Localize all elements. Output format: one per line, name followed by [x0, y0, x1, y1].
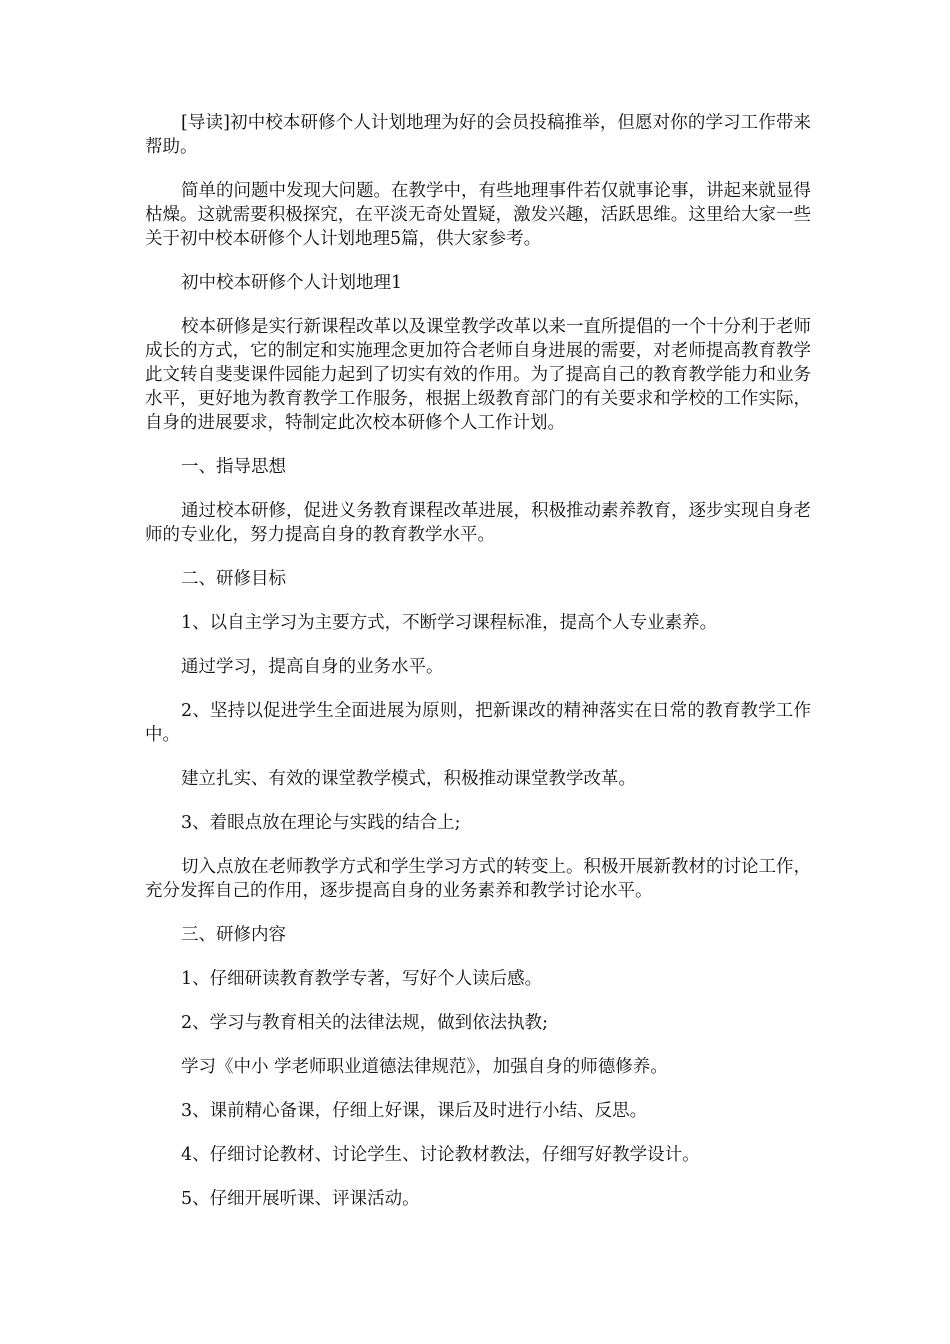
- intro-summary-paragraph: 简单的问题中发现大问题。在教学中，有些地理事件若仅就事论事，讲起来就显得枯燥。这就需要积极探究，在平淡无奇处置疑，激发兴趣，活跃思维。这里给大家一些关于初中校本研修个人计划地理5篇，供大家参考。: [145, 181, 811, 249]
- list-item: 2、学习与教育相关的法律法规，做到依法执教;: [181, 1013, 549, 1033]
- list-item: 2、坚持以促进学生全面进展为原则，把新课改的精神落实在日常的教育教学工作中。: [145, 701, 811, 745]
- list-item: 3、着眼点放在理论与实践的结合上;: [181, 813, 461, 833]
- body-paragraph: 学习《中小 学老师职业道德法律规范》，加强自身的师德修养。: [181, 1057, 668, 1077]
- body-paragraph: 切入点放在老师教学方式和学生学习方式的转变上。积极开展新教材的讨论工作，充分发挥自己的作用，逐步提高自身的业务素养和教学讨论水平。: [145, 857, 811, 901]
- body-paragraph: 校本研修是实行新课程改革以及课堂教学改革以来一直所提倡的一个十分利于老师成长的方式，它的制定和实施理念更加符合老师自身进展的需要，对老师提高教育教学此文转自斐斐课件园能力起到了切实有效的作用。为了提高自己的教育教学能力和业务水平，更好地为教育教学工作服务，根据上级教育部门的有关要求和学校的工作实际，自身的进展要求，特制定此次校本研修个人工作计划。: [145, 317, 811, 433]
- list-item: 1、以自主学习为主要方式，不断学习课程标准，提高个人专业素养。: [181, 613, 718, 633]
- article-title: 初中校本研修个人计划地理1: [181, 273, 403, 293]
- body-paragraph: 建立扎实、有效的课堂教学模式，积极推动课堂教学改革。: [181, 769, 636, 789]
- body-paragraph: 通过学习，提高自身的业务水平。: [181, 657, 444, 677]
- list-item: 4、仔细讨论教材、讨论学生、讨论教材教法，仔细写好教学设计。: [181, 1145, 700, 1165]
- section-heading-goals: 二、研修目标: [181, 569, 286, 589]
- list-item: 1、仔细研读教育教学专著，写好个人读后感。: [181, 969, 543, 989]
- list-item: 5、仔细开展听课、评课活动。: [181, 1189, 420, 1209]
- list-item: 3、课前精心备课，仔细上好课，课后及时进行小结、反思。: [181, 1101, 648, 1121]
- body-paragraph: 通过校本研修，促进义务教育课程改革进展，积极推动素养教育，逐步实现自身老师的专业化，努力提高自身的教育教学水平。: [145, 501, 811, 545]
- section-heading-guiding-thought: 一、指导思想: [181, 457, 286, 477]
- document-body: [145, 111, 811, 1231]
- intro-paragraph: [导读]初中校本研修个人计划地理为好的会员投稿推举，但愿对你的学习工作带来帮助。: [145, 113, 811, 157]
- section-heading-content: 三、研修内容: [181, 925, 286, 945]
